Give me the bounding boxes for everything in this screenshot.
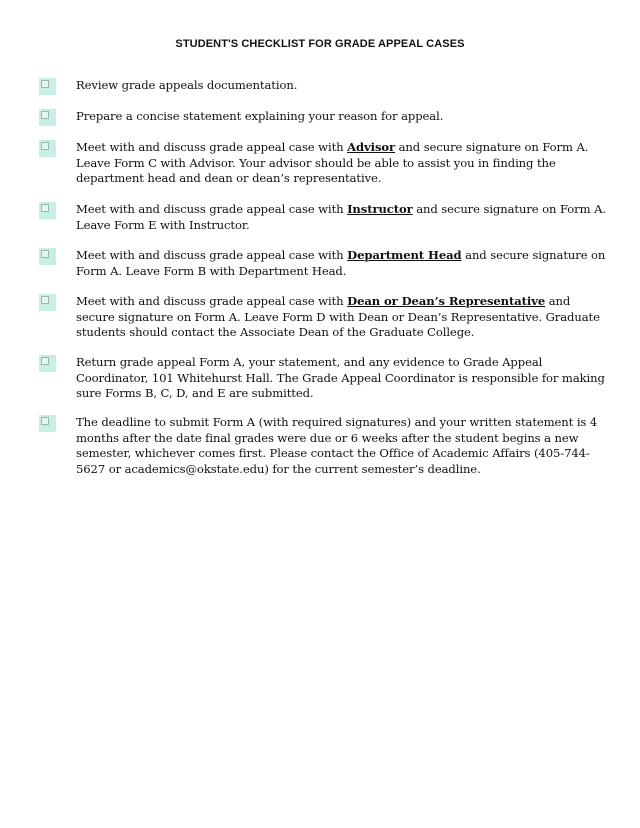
item-text-after: and secure signature on Form A. Leave Form B with Department Head. [76, 248, 606, 278]
item-text-after: and secure signature on Form A. Leave Form D with Dean or Dean’s Representative. Graduate students should contact the Associate Dean of the Graduate College. [76, 294, 600, 339]
checkbox[interactable] [39, 202, 56, 219]
checkbox[interactable] [39, 294, 56, 311]
item-text: Review grade appeals documentation. [76, 78, 298, 92]
checklist-item-text [76, 109, 606, 125]
checklist-item-text [76, 202, 606, 233]
checkbox[interactable] [39, 355, 56, 372]
emphasis-department-head: Department Head [347, 248, 462, 262]
checkbox[interactable] [39, 415, 56, 432]
checkbox[interactable] [39, 109, 56, 126]
item-text: Return grade appeal Form A, your statement, and any evidence to Grade Appeal Coordinator, 101 Whitehurst Hall. The Grade Appeal Coordinator is responsible for making sure Forms B, C, D, and E are submitted. [76, 355, 605, 400]
item-text: Prepare a concise statement explaining your reason for appeal. [76, 109, 444, 123]
item-text-before: Meet with and discuss grade appeal case with [76, 294, 348, 308]
checklist-item-text [76, 355, 606, 402]
checklist-item-text [76, 248, 606, 279]
page-title: STUDENT'S CHECKLIST FOR GRADE APPEAL CASES [175, 38, 465, 50]
item-text-after: and secure signature on Form A. Leave Form C with Advisor. Your advisor should be able to assist you in finding the department head and dean or dean’s representative. [76, 140, 589, 185]
checklist-item-text [76, 78, 606, 94]
checklist-item-text [76, 294, 606, 341]
checklist-item-text [76, 415, 606, 477]
item-text-after: and secure signature on Form A. Leave Form E with Instructor. [76, 202, 606, 232]
item-text-before: Meet with and discuss grade appeal case with [76, 248, 348, 262]
emphasis-instructor: Instructor [347, 202, 413, 216]
checklist-item-text [76, 140, 606, 187]
item-text-before: Meet with and discuss grade appeal case with [76, 202, 348, 216]
emphasis-dean-representative: Dean or Dean’s Representative [347, 294, 546, 308]
checkbox[interactable] [39, 248, 56, 265]
checkbox[interactable] [39, 140, 56, 157]
item-text-before: Meet with and discuss grade appeal case with [76, 140, 348, 154]
checkbox[interactable] [39, 78, 56, 95]
item-text: The deadline to submit Form A (with required signatures) and your written statement is 4 months after the date final grades were due or 6 weeks after the student begins a new semester, whichever comes first. Please contact the Office of Academic Affairs (405-744-5627 or academics@okstate.edu) for the current semester’s deadline. [76, 415, 598, 476]
emphasis-advisor: Advisor [347, 140, 396, 154]
